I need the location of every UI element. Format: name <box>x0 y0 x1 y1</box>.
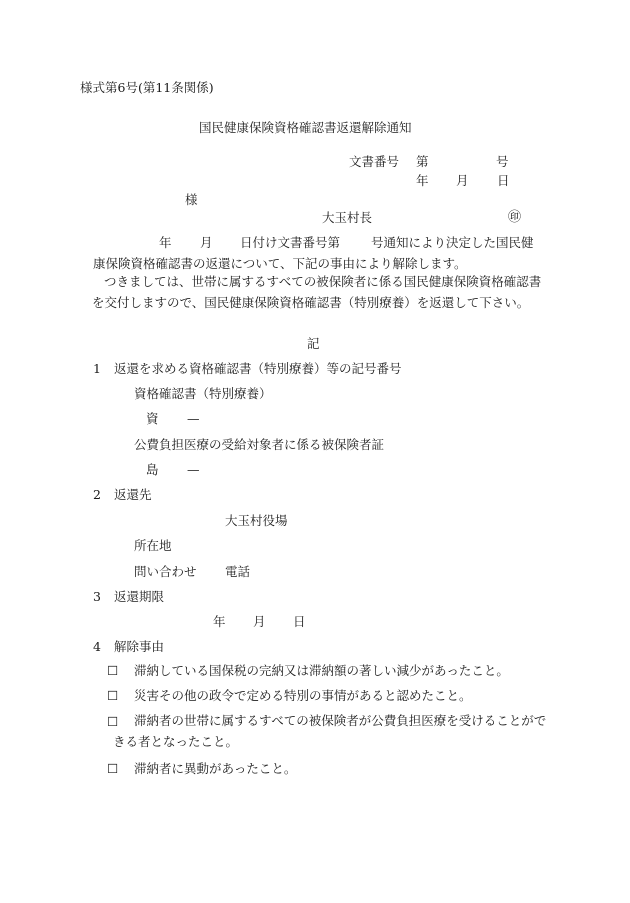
reason-4-checkbox[interactable]: ☐ <box>107 761 119 776</box>
doc-number-label: 文書番号 <box>349 154 400 169</box>
reason-1-checkbox[interactable]: ☐ <box>107 663 119 678</box>
section2-address-label: 所在地 <box>134 538 172 553</box>
section2-number: 2 <box>93 487 101 502</box>
reason-3-checkbox[interactable]: ☐ <box>107 714 119 729</box>
body-paragraph-2: つきましては、世帯に属するすべての被保険者に係る国民健康保険資格確認書を交付しますので、国民健康保険資格確認書（特別療養）を返還して下さい。 <box>92 274 542 310</box>
section3-month: 月 <box>253 614 266 629</box>
form-label: 様式第6号(第11条関係) <box>80 80 214 95</box>
sender-name: 大玉村長 <box>322 210 373 225</box>
section2-phone-label: 電話 <box>225 564 251 579</box>
reason-3-text: 滞納者の世帯に属するすべての被保険者が公費負担医療を受けることができる者となったこと。 <box>113 713 547 749</box>
body-year: 年 <box>159 235 172 250</box>
section1-item2-code: 島 <box>146 462 159 477</box>
section1-item1: 資格確認書（特別療養） <box>134 386 272 401</box>
reason-2-checkbox[interactable]: ☐ <box>107 688 119 703</box>
section3-year: 年 <box>213 614 226 629</box>
body-text-2: 号通知により決定した国民健 <box>371 235 534 250</box>
date-month: 月 <box>456 173 469 188</box>
ki-heading: 記 <box>307 336 320 351</box>
section2-heading: 返還先 <box>114 487 152 502</box>
doc-number-dai: 第 <box>416 154 429 169</box>
body-month: 月 <box>200 235 213 250</box>
section2-contact-label: 問い合わせ <box>134 564 197 579</box>
reason-2-text: 災害その他の政令で定める特別の事情があると認めたこと。 <box>134 688 472 703</box>
doc-number-go: 号 <box>496 154 509 169</box>
document-title: 国民健康保険資格確認書返還解除通知 <box>199 120 412 135</box>
body-line-2: 康保険資格確認書の返還について、下記の事由により解除します。 <box>93 256 467 271</box>
date-year: 年 <box>416 173 429 188</box>
section1-item1-code: 資 <box>146 411 159 426</box>
body-text-1: 日付け文書番号第 <box>240 235 341 250</box>
section1-item2-dash: — <box>187 462 200 477</box>
reason-4-text: 滞納者に異動があったこと。 <box>134 761 297 776</box>
section3-number: 3 <box>93 589 101 604</box>
section1-item1-dash: — <box>187 411 200 426</box>
section2-office: 大玉村役場 <box>225 513 288 528</box>
recipient-suffix: 様 <box>185 192 198 207</box>
section3-heading: 返還期限 <box>114 589 165 604</box>
section1-item2: 公費負担医療の受給対象者に係る被保険者証 <box>134 437 385 452</box>
seal-mark: ㊞ <box>508 210 522 225</box>
section4-number: 4 <box>93 639 101 654</box>
section4-heading: 解除事由 <box>114 639 165 654</box>
section1-heading: 返還を求める資格確認書（特別療養）等の記号番号 <box>114 361 402 376</box>
section3-day: 日 <box>293 614 306 629</box>
section1-number: 1 <box>93 361 101 376</box>
reason-1-text: 滞納している国保税の完納又は滞納額の著しい減少があったこと。 <box>134 663 509 678</box>
date-day: 日 <box>497 173 510 188</box>
